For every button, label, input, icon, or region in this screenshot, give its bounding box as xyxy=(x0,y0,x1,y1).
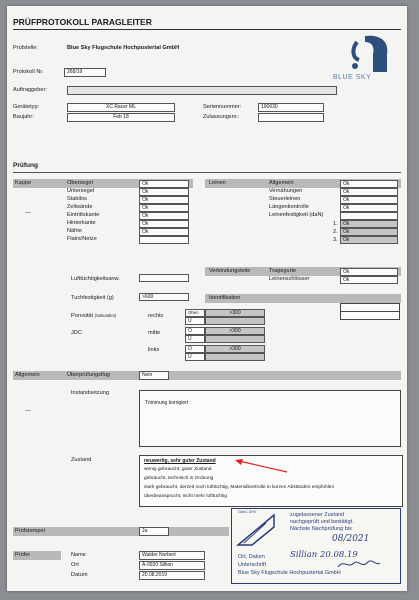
pruefstelle-value: Blue Sky Flugschule Hochpustertal GmbH xyxy=(67,45,180,51)
kappe-item-2-field[interactable]: Ok xyxy=(139,196,189,204)
por-row-1-a: U xyxy=(185,317,205,325)
stamp-unterschrift-label: Unterschrift xyxy=(238,562,267,568)
zustand-label: Zustand xyxy=(71,457,92,463)
pruefer-label: Prüfer xyxy=(15,552,31,558)
zustand-option-0[interactable]: neuwertig, sehr guter Zustand xyxy=(144,458,216,464)
leinen-item-1-label: Vernähungen xyxy=(269,188,303,194)
auftraggeber-label: Auftraggeber: xyxy=(13,87,47,93)
pruefstempel-label: Prüfstempel xyxy=(15,528,45,534)
kappe-item-6-label: Nähte xyxy=(67,228,82,234)
pruefer-ort-field[interactable]: A-9920 Sillian xyxy=(139,561,205,570)
kappe-label: Kappe xyxy=(15,180,32,186)
geraetetyp-label: Gerätetyp: xyxy=(13,104,40,110)
pruefer-datum-field[interactable]: 20.08.2019 xyxy=(139,571,205,580)
festigkeit-1-num: 2. xyxy=(333,229,338,235)
kappe-item-7-label: Flairs/Netze xyxy=(67,236,97,242)
por-row-5-a: U xyxy=(185,353,205,361)
por-row-2-a: O xyxy=(185,327,205,335)
auftraggeber-field[interactable] xyxy=(67,86,337,95)
leinen-item-4-field[interactable] xyxy=(340,212,398,220)
geraetetyp-field[interactable]: XC Racer ML xyxy=(67,103,175,112)
baujahr-field[interactable]: Feb 18 xyxy=(67,113,175,122)
kappe-item-1-label: Untersegel xyxy=(67,188,95,194)
stamp-corner-text: ÖAeC DHV xyxy=(238,510,257,514)
jdc-label: JDC xyxy=(71,330,82,336)
pruefer-ort-label: Ort xyxy=(71,562,79,568)
zulassung-field[interactable] xyxy=(258,113,324,122)
pruefstempel-field[interactable]: Ja xyxy=(139,527,169,536)
instandsetzung-value: Trimmung korrigiert xyxy=(145,400,189,406)
protokoll-label: Protokoll Nr. xyxy=(13,69,44,75)
verbindungsteile-item-0-field[interactable]: Ok xyxy=(340,268,398,276)
instandsetzung-label: Instandsetzung xyxy=(71,390,109,396)
instandsetzung-box[interactable] xyxy=(139,390,401,447)
allgemein-header-bg-2 xyxy=(61,371,401,380)
por-row-1-b[interactable] xyxy=(205,317,265,325)
verbindungsteile-item-1-label: Leinenschlösser xyxy=(269,276,310,282)
stamp-line1: zugelassener Zustand xyxy=(290,512,345,518)
leinen-item-2-label: Steuerleinen xyxy=(269,196,301,202)
protocol-page xyxy=(7,6,407,591)
por-row-0-b[interactable]: >300 xyxy=(205,309,265,317)
logo-text: BLUE SKY xyxy=(333,74,372,81)
identifikation-header-bg-2 xyxy=(267,294,401,303)
baujahr-label: Baujahr: xyxy=(13,114,34,120)
pruefer-name-field[interactable]: Walder Norbert xyxy=(139,551,205,560)
por-row-3-a: U xyxy=(185,335,205,343)
position-links: links xyxy=(148,347,160,353)
verbindungsteile-item-1-field[interactable]: Ok xyxy=(340,276,398,284)
kappe-item-0-label: Obersegel xyxy=(67,180,93,186)
zustand-option-2[interactable]: gebraucht, technisch in Ordnung xyxy=(144,476,214,481)
leinen-item-0-field[interactable]: Ok xyxy=(340,180,398,188)
pruefstelle-label: Prüfstelle: xyxy=(13,45,38,51)
allgemein-label: Allgemein xyxy=(15,372,40,378)
kappe-item-1-field[interactable]: Ok xyxy=(139,188,189,196)
leinen-item-3-field[interactable]: Ok xyxy=(340,204,398,212)
leinen-item-0-label: Allgemein xyxy=(269,180,294,186)
kappe-item-5-label: Hinterkante xyxy=(67,220,96,226)
kappe-item-6-field[interactable]: Ok xyxy=(139,228,189,236)
stamp-ort-label: Ort, Datum xyxy=(238,554,265,560)
verbindungsteile-label: Verbindungsteile xyxy=(209,268,251,274)
stamp-signature xyxy=(336,557,382,571)
festigkeit-1-field[interactable]: Ok xyxy=(340,228,398,236)
luft-field[interactable] xyxy=(139,274,189,282)
porositaet-label: Porosität (Sekunden) xyxy=(71,313,117,319)
approval-stamp xyxy=(231,508,401,584)
pruefung-heading: Prüfung xyxy=(13,162,38,169)
zustand-option-3[interactable]: stark gebraucht, derzeit noch lufttüchtig, Materialkontrolle in kurzen Abständen empfohlen xyxy=(144,485,335,490)
leinen-item-1-field[interactable]: Ok xyxy=(340,188,398,196)
por-row-4-b[interactable]: >300 xyxy=(205,345,265,353)
seriennummer-field[interactable]: 190630 xyxy=(258,103,324,112)
leinen-item-4-label: Leinenfestigkeit (daN) xyxy=(269,212,324,218)
festigkeit-2-field[interactable]: Ok xyxy=(340,236,398,244)
red-arrow-icon xyxy=(233,458,289,474)
stamp-line2: nachgeprüft und bestätigt. xyxy=(290,519,354,525)
por-row-4-a: O xyxy=(185,345,205,353)
allgemein-dash: — xyxy=(25,408,31,414)
identifikation-field-2[interactable] xyxy=(340,311,400,320)
por-row-2-b[interactable]: >300 xyxy=(205,327,265,335)
seriennummer-label: Seriennummer: xyxy=(203,104,242,110)
position-rechts: rechts xyxy=(148,313,164,319)
kappe-item-3-field[interactable]: Ok xyxy=(139,204,189,212)
kappe-item-3-label: Zellwände xyxy=(67,204,93,210)
kappe-item-5-field[interactable]: Ok xyxy=(139,220,189,228)
tuch-field[interactable]: >600 xyxy=(139,293,189,301)
stamp-line3: Nächste Nachprüfung bis xyxy=(290,526,352,532)
ueberpruefung-label: Überprüfungsflug xyxy=(67,372,110,378)
kappe-item-7-field[interactable] xyxy=(139,236,189,244)
stamp-ort-signature: Sillian 20.08.19 xyxy=(290,550,358,560)
protokoll-field[interactable]: 268/19 xyxy=(64,68,106,77)
kappe-item-0-field[interactable]: Ok xyxy=(139,180,189,188)
stamp-next-date: 08/2021 xyxy=(332,534,370,544)
identifikation-label: Identifikation xyxy=(209,295,241,301)
zustand-option-1[interactable]: wenig gebraucht, guter Zustand xyxy=(144,467,212,472)
title-rule xyxy=(13,29,401,30)
festigkeit-0-num: 1. xyxy=(333,221,338,227)
leinen-item-2-field[interactable]: Ok xyxy=(340,196,398,204)
leinen-label: Leinen xyxy=(209,180,226,186)
pruefer-name-label: Name xyxy=(71,552,86,558)
festigkeit-2-num: 3. xyxy=(333,237,338,243)
por-row-3-b[interactable] xyxy=(205,335,265,343)
kappe-item-4-field[interactable]: Ok xyxy=(139,212,189,220)
zulassung-label: Zulassungsnr.: xyxy=(203,114,240,120)
leinen-item-3-label: Längenkontrolle xyxy=(269,204,309,210)
kappe-item-4-label: Eintrittskante xyxy=(67,212,100,218)
kappe-item-2-label: Stabilos xyxy=(67,196,87,202)
tuch-label: Tuchfestigkeit (g) xyxy=(71,295,114,301)
stamp-footer: Blue Sky Flugschule Hochpustertal GmbH xyxy=(238,570,341,576)
por-row-0-a: Oben xyxy=(185,309,205,317)
position-mitte: mitte xyxy=(148,330,161,336)
por-row-5-b[interactable] xyxy=(205,353,265,361)
ueberpruefung-field[interactable]: Nein xyxy=(139,371,169,380)
pruefer-datum-label: Datum xyxy=(71,572,88,578)
luft-label: Lufttüchtigkeitsanw. xyxy=(71,276,120,282)
festigkeit-0-field[interactable]: Ok xyxy=(340,220,398,228)
pruefung-rule xyxy=(13,172,401,173)
page-title: PRÜFPROTOKOLL PARAGLEITER xyxy=(13,17,152,27)
verbindungsteile-item-0-label: Tragegurte xyxy=(269,268,297,274)
kappe-dash: — xyxy=(25,210,31,216)
zustand-option-4[interactable]: überbeansprucht, nicht mehr lufttüchtig xyxy=(144,494,227,499)
